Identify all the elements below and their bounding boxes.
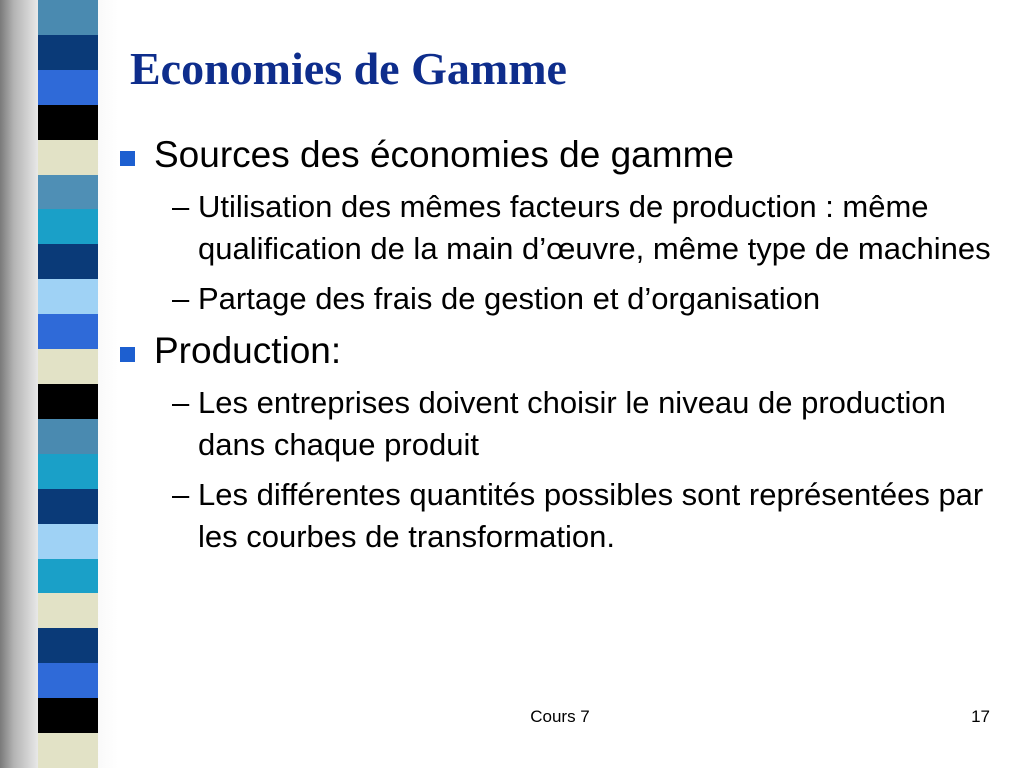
stripe-block [38,698,98,733]
stripe-block [38,559,98,593]
sub-bullet-text: Les différentes quantités possibles sont représentées par les courbes de transformation. [198,477,984,554]
stripe-block [38,314,98,349]
stripe-block [38,489,98,524]
bullet-item [116,328,996,374]
stripe-block [38,384,98,419]
sub-bullet-text: Utilisation des mêmes facteurs de production : même qualification de la main d’œuvre, même type de machines [198,189,991,266]
dash-bullet-icon: – [172,385,190,420]
bullet-text: Sources des économies de gamme [154,134,734,175]
sub-bullet-item [116,186,996,270]
stripe-block [38,524,98,559]
decorative-gradient-bar [0,0,118,768]
stripe-block [38,35,98,70]
dash-bullet-icon: – [172,477,190,512]
stripe-block [38,628,98,663]
square-bullet-icon [120,347,135,362]
bullet-item [116,132,996,178]
square-bullet-icon [120,151,135,166]
sub-bullet-text: Les entreprises doivent choisir le niveau de production dans chaque produit [198,385,946,462]
stripe-block [38,733,98,768]
stripe-block [38,349,98,384]
sub-bullet-item [116,278,996,320]
slide-content [116,132,996,566]
page-number: 17 [971,707,990,726]
sub-bullet-item [116,382,996,466]
stripe-block [38,593,98,628]
dash-bullet-icon: – [172,189,190,224]
decorative-stripe [38,0,98,768]
dash-bullet-icon: – [172,281,190,316]
bullet-text: Production: [154,330,342,371]
stripe-block [38,244,98,279]
bullet-group [116,132,996,320]
stripe-block [38,70,98,105]
slide-title: Economies de Gamme [130,43,567,94]
stripe-block [38,0,98,35]
stripe-block [38,209,98,244]
sub-bullet-text: Partage des frais de gestion et d’organisation [198,281,821,316]
bullet-group [116,328,996,558]
stripe-block [38,454,98,489]
stripe-block [38,175,98,209]
stripe-block [38,279,98,314]
stripe-block [38,105,98,140]
stripe-block [38,140,98,175]
stripe-block [38,419,98,454]
stripe-block [38,663,98,698]
sub-bullet-item [116,474,996,558]
footer-label: Cours 7 [530,707,590,726]
